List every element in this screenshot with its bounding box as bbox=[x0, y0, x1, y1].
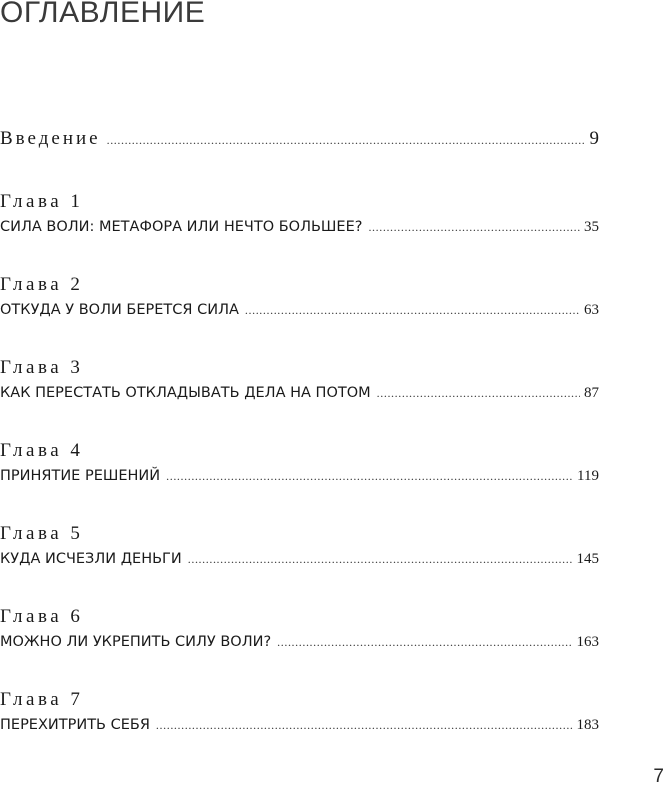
chapter-title: КУДА ИСЧЕЗЛИ ДЕНЬГИ bbox=[0, 551, 182, 567]
dot-leader bbox=[107, 134, 586, 146]
chapter-title: КАК ПЕРЕСТАТЬ ОТКЛАДЫВАТЬ ДЕЛА НА ПОТОМ bbox=[0, 385, 371, 401]
chapter-label: Глава 1 bbox=[0, 191, 84, 212]
chapter-title: МОЖНО ЛИ УКРЕПИТЬ СИЛУ ВОЛИ? bbox=[0, 634, 272, 650]
dot-leader bbox=[368, 221, 580, 233]
introduction-label: Введение bbox=[0, 128, 101, 149]
chapter-block bbox=[0, 188, 599, 239]
chapter-page-number: 183 bbox=[576, 717, 599, 733]
chapter-block bbox=[0, 354, 599, 405]
chapter-label: Глава 4 bbox=[0, 440, 84, 461]
toc-entry-chapter-6[interactable] bbox=[0, 630, 599, 654]
chapter-page-number: 35 bbox=[584, 219, 599, 235]
chapter-label: Глава 3 bbox=[0, 357, 84, 378]
page-number-footer: 7 bbox=[653, 766, 664, 787]
chapter-title: СИЛА ВОЛИ: МЕТАФОРА ИЛИ НЕЧТО БОЛЬШЕЕ? bbox=[0, 219, 363, 235]
chapter-block bbox=[0, 603, 599, 654]
table-of-contents bbox=[0, 128, 599, 737]
dot-leader bbox=[245, 304, 580, 316]
page-title: ОГЛАВЛЕНИЕ bbox=[0, 0, 206, 29]
chapter-page-number: 145 bbox=[576, 551, 599, 567]
chapter-block bbox=[0, 686, 599, 737]
chapter-label: Глава 5 bbox=[0, 523, 84, 544]
dot-leader bbox=[277, 636, 572, 648]
chapter-title: ОТКУДА У ВОЛИ БЕРЕТСЯ СИЛА bbox=[0, 302, 239, 318]
chapter-page-number: 63 bbox=[584, 302, 599, 318]
dot-leader bbox=[188, 553, 573, 565]
chapter-page-number: 163 bbox=[576, 634, 599, 650]
chapter-block bbox=[0, 437, 599, 488]
toc-entry-chapter-3[interactable] bbox=[0, 381, 599, 405]
chapter-label: Глава 2 bbox=[0, 274, 84, 295]
dot-leader bbox=[166, 470, 573, 482]
chapter-block bbox=[0, 520, 599, 571]
chapter-block bbox=[0, 271, 599, 322]
introduction-page-number: 9 bbox=[589, 128, 599, 149]
dot-leader bbox=[156, 719, 573, 731]
dot-leader bbox=[377, 387, 580, 399]
toc-entry-chapter-1[interactable] bbox=[0, 215, 599, 239]
toc-entry-introduction[interactable] bbox=[0, 128, 599, 156]
toc-entry-chapter-2[interactable] bbox=[0, 298, 599, 322]
toc-entry-chapter-7[interactable] bbox=[0, 713, 599, 737]
chapter-label: Глава 7 bbox=[0, 689, 84, 710]
chapter-label: Глава 6 bbox=[0, 606, 84, 627]
chapter-page-number: 87 bbox=[584, 385, 599, 401]
chapter-page-number: 119 bbox=[577, 468, 599, 484]
toc-entry-chapter-4[interactable] bbox=[0, 464, 599, 488]
chapter-title: ПЕРЕХИТРИТЬ СЕБЯ bbox=[0, 717, 150, 733]
toc-entry-chapter-5[interactable] bbox=[0, 547, 599, 571]
chapter-title: ПРИНЯТИЕ РЕШЕНИЙ bbox=[0, 468, 161, 484]
